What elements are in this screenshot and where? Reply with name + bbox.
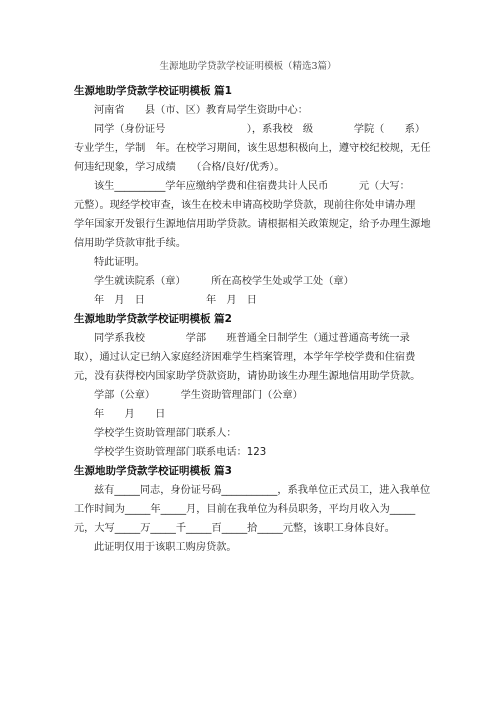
section-heading: 生源地助学贷款学校证明模板 篇2 bbox=[74, 313, 232, 325]
document-title: 生源地助学贷款学校证明模板（精选3篇） bbox=[159, 61, 337, 72]
paragraph: 河南省 县（市、区）教育局学生资助中心： bbox=[94, 105, 308, 116]
paragraph: 该生__________学年应缴纳学费和住宿费共计人民币 元（大写： 元整）。现经学校审查，该生在校未申请高校助学贷款，现前往你处申请办理 学年国家开发银行生源地信用助学贷款。请根据相关政策规定，给予办理生源地信用助学贷款审批手续。 bbox=[74, 181, 457, 249]
paragraph: 年 月 日 年 月 日 bbox=[94, 295, 257, 306]
section-heading: 生源地助学贷款学校证明模板 篇3 bbox=[74, 465, 232, 477]
section-heading: 生源地助学贷款学校证明模板 篇1 bbox=[74, 85, 232, 97]
paragraph: 同学系我校 学部 班普通全日制学生（通过普通高考统一录取），通过认定已纳入家庭经济困难学生档案管理，本学年学校学费和住宿费 元，没有获得校内国家助学贷款资助，请协助该生办理生源地信用助学贷款。 bbox=[74, 333, 436, 382]
paragraph: 学校学生资助管理部门联系电话：123 bbox=[94, 447, 267, 458]
section-1 bbox=[74, 82, 471, 310]
document-body bbox=[74, 82, 471, 557]
paragraph: 特此证明。 bbox=[94, 257, 145, 268]
section-3 bbox=[74, 462, 434, 557]
paragraph: 学生就读院系（章） 所在高校学生处或学工处（章） bbox=[94, 276, 354, 287]
paragraph: 此证明仅用于该职工购房贷款。 bbox=[94, 542, 237, 553]
section-2 bbox=[74, 310, 434, 462]
paragraph: 学校学生资助管理部门联系人： bbox=[94, 428, 237, 439]
paragraph: 兹有_____同志，身份证号码___________，系我单位正式员工，进入我单位工作时间为_____年_____月，目前在我单位为科员职务，平均月收入为_____元，大写_____万_____千_____百_____拾_____元整，该职工身体良好。 bbox=[74, 485, 431, 534]
paragraph: 年 月 日 bbox=[94, 409, 166, 420]
paragraph: 学部（公章） 学生资助管理部门（公章） bbox=[94, 390, 303, 401]
paragraph: 同学（身份证号 ），系我校 级 学院（ 系） 专业学生，学制 年。在校学习期间，该生思想积极向上，遵守校纪校规，无任何违纪现象，学习成绩 （合格/良好/优秀）。 bbox=[74, 124, 471, 173]
